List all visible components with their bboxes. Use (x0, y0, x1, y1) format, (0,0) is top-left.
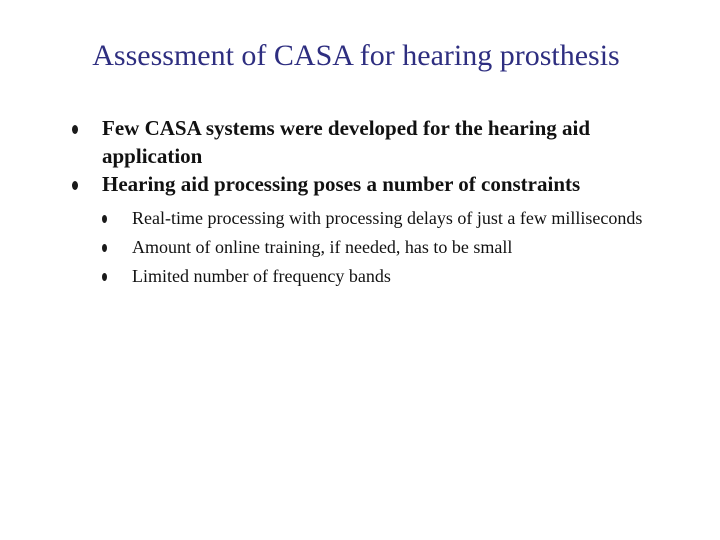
slide-title: Assessment of CASA for hearing prosthesis (92, 39, 620, 72)
sub-bullet-dot-icon (102, 215, 107, 223)
bullet-item (72, 114, 692, 170)
bullet-text: Hearing aid processing poses a number of constraints (102, 172, 581, 196)
sub-bullet-text: Real-time processing with processing delays of just a few milliseconds (132, 208, 643, 228)
bullet-dot-icon (72, 125, 78, 134)
sub-bullet-dot-icon (102, 273, 107, 281)
sub-bullet-item (102, 235, 692, 259)
sub-bullet-item (102, 264, 692, 288)
sub-bullet-text: Amount of online training, if needed, has to be small (132, 237, 513, 257)
sub-bullet-list (102, 206, 692, 288)
bullet-text: Few CASA systems were developed for the hearing aid application (102, 116, 591, 168)
bullet-dot-icon (72, 181, 78, 190)
bullet-item (72, 170, 692, 288)
sub-bullet-dot-icon (102, 244, 107, 252)
sub-bullet-text: Limited number of frequency bands (132, 266, 391, 286)
sub-bullet-item (102, 206, 692, 230)
bullet-list (72, 114, 692, 293)
